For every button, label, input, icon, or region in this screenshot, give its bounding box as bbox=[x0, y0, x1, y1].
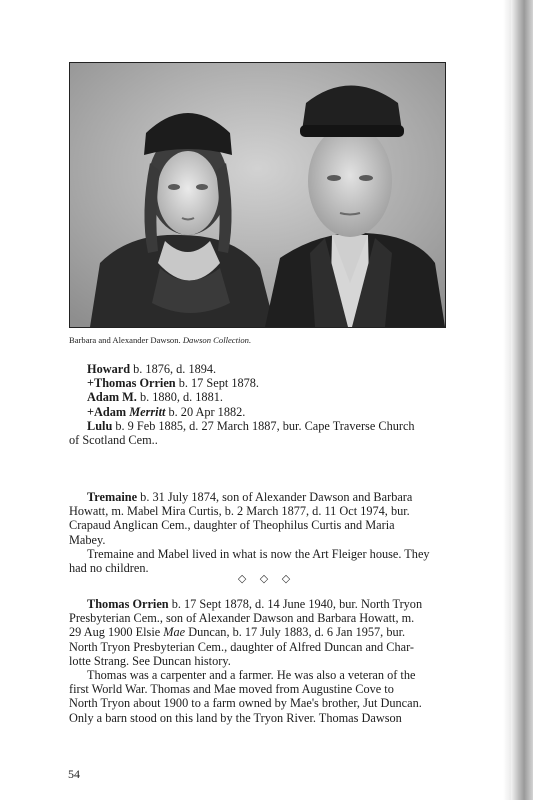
entry-name: Tremaine bbox=[87, 490, 138, 504]
portrait-photograph bbox=[69, 62, 446, 328]
list-item bbox=[69, 376, 448, 390]
entry-text-italic: Mae bbox=[163, 625, 186, 640]
book-spine-gutter bbox=[511, 0, 533, 800]
entry-line: had no children. bbox=[69, 561, 149, 576]
child-name: Howard bbox=[87, 362, 131, 376]
child-details: b. 1876, d. 1894. bbox=[130, 362, 217, 376]
child-details: b. 17 Sept 1878. bbox=[175, 376, 260, 391]
child-name-italic: Merritt bbox=[129, 404, 166, 419]
entry-line: North Tryon about 1900 to a farm owned by Mae's brother, Jut Duncan. bbox=[69, 696, 422, 711]
list-item bbox=[69, 390, 448, 404]
entry-line: Tremaine and Mabel lived in what is now the Art Fleiger house. They bbox=[87, 546, 430, 561]
child-details: b. 9 Feb 1885, d. 27 March 1887, bur. Cape Traverse Church bbox=[112, 418, 415, 433]
thomas-entry bbox=[69, 597, 448, 725]
entry-line: Howatt, m. Mabel Mira Curtis, b. 2 March 1877, d. 11 Oct 1974, bur. bbox=[69, 504, 410, 519]
entry-line bbox=[69, 625, 448, 639]
child-name: +Thomas Orrien bbox=[87, 376, 176, 391]
entry-line: Only a barn stood on this land by the Tryon River. Thomas Dawson bbox=[69, 710, 402, 725]
entry-text: Duncan, b. 17 July 1883, d. 6 Jan 1957, bur. bbox=[185, 625, 406, 640]
child-name: Lulu bbox=[87, 418, 113, 433]
entry-line: Mabey. bbox=[69, 532, 106, 547]
entry-line: first World War. Thomas and Mae moved from Augustine Cove to bbox=[69, 682, 394, 697]
entry-line: North Tryon Presbyterian Cem., daughter of Alfred Duncan and Char- bbox=[69, 639, 415, 654]
children-list bbox=[69, 362, 448, 447]
photo-caption bbox=[69, 335, 251, 345]
entry-line bbox=[69, 597, 448, 611]
entry-text: b. 31 July 1874, son of Alexander Dawson and Barbara bbox=[137, 490, 413, 504]
list-item bbox=[69, 362, 448, 376]
child-name: +Adam bbox=[87, 404, 130, 419]
entry-line: Crapaud Anglican Cem., daughter of Theophilus Curtis and Maria bbox=[69, 518, 395, 533]
entry-text: b. 17 Sept 1878, d. 14 June 1940, bur. North Tryon bbox=[168, 597, 423, 611]
section-divider-ornament: ◇ ◇ ◇ bbox=[237, 572, 296, 585]
list-item bbox=[69, 419, 448, 433]
child-details: b. 20 Apr 1882. bbox=[165, 404, 246, 419]
entry-line: Thomas was a carpenter and a farmer. He was also a veteran of the bbox=[87, 668, 416, 683]
caption-text: Barbara and Alexander Dawson. bbox=[69, 335, 181, 345]
entry-text: 29 Aug 1900 Elsie bbox=[69, 625, 164, 640]
child-name: Adam M. bbox=[87, 390, 137, 405]
entry-name: Thomas Orrien bbox=[87, 597, 169, 611]
page-number: 54 bbox=[68, 767, 80, 781]
entry-line: lotte Strang. See Duncan history. bbox=[69, 653, 231, 668]
entry-line bbox=[69, 490, 448, 504]
page-edge-shadow bbox=[503, 0, 511, 800]
caption-source: Dawson Collection. bbox=[182, 335, 252, 345]
entry-line: Presbyterian Cem., son of Alexander Dawson and Barbara Howatt, m. bbox=[69, 611, 415, 626]
portrait-photograph-image bbox=[70, 63, 445, 327]
list-item bbox=[69, 405, 448, 419]
child-details: b. 1880, d. 1881. bbox=[136, 390, 223, 405]
list-item-continuation: of Scotland Cem.. bbox=[69, 433, 158, 448]
tremaine-entry bbox=[69, 490, 448, 575]
